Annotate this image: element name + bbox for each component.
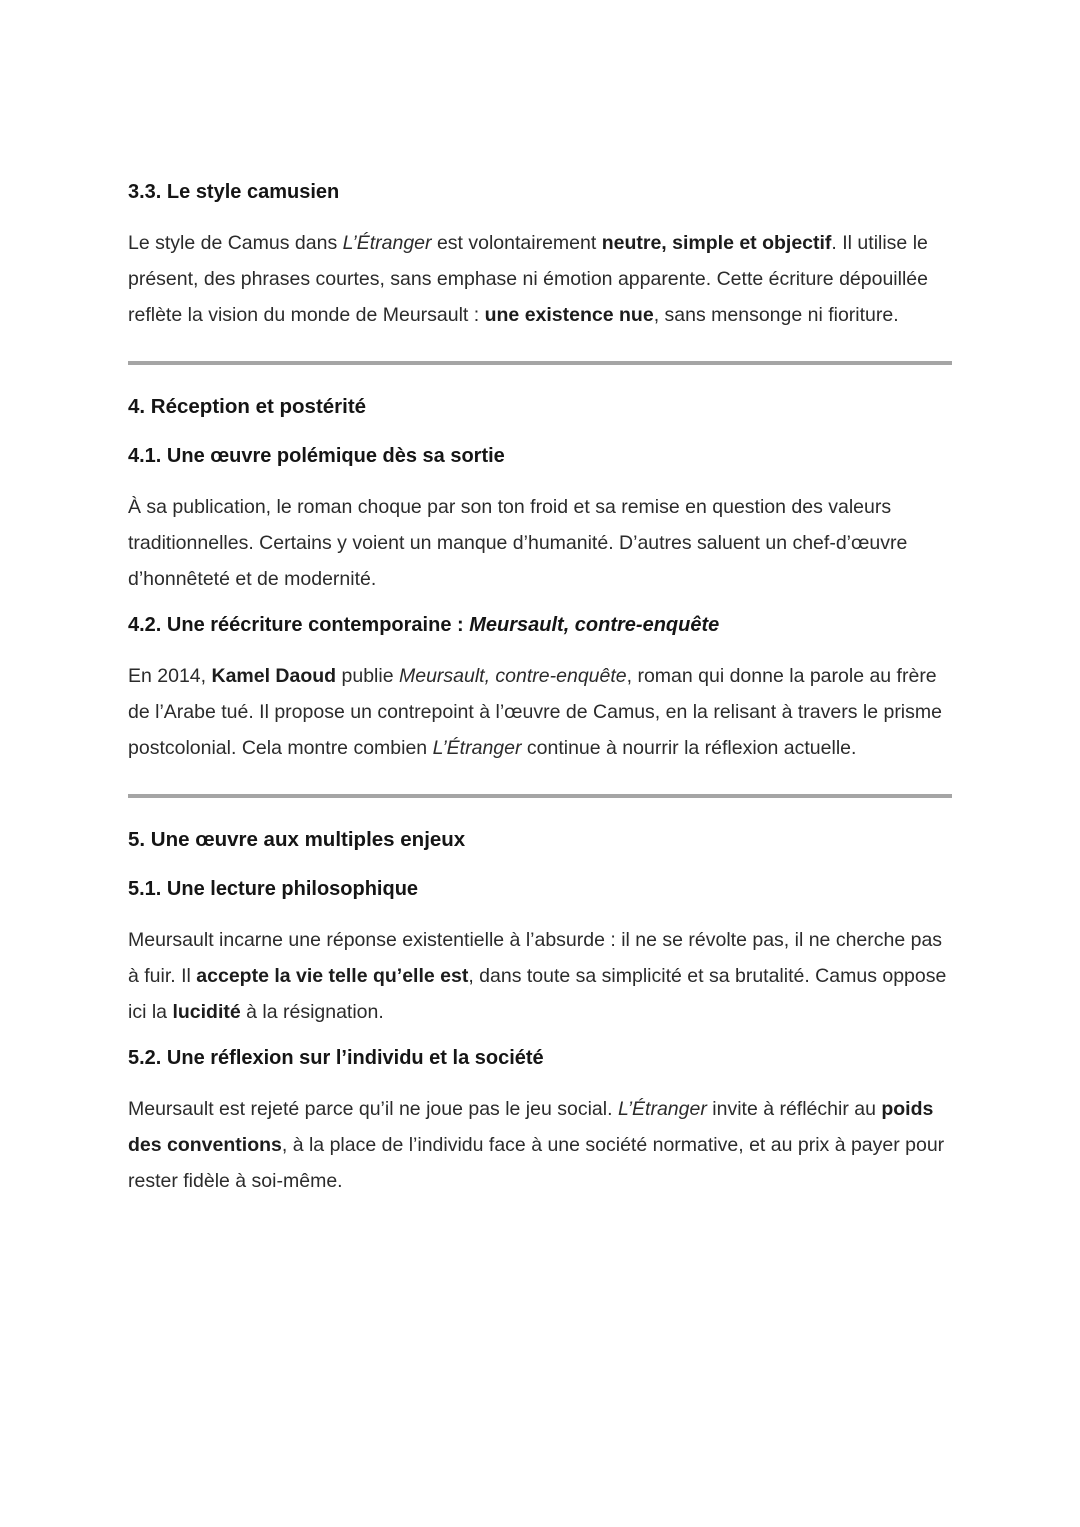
paragraph-publication: À sa publication, le roman choque par son ton froid et sa remise en question des valeurs traditionnelles. Certains y voient un manque d’humanité. D’autres saluent un chef-d’œuvre d’honnêteté et de modernité.: [128, 496, 908, 590]
section-divider: [128, 794, 952, 798]
heading-4-reception-posterite: 4. Réception et postérité: [128, 395, 367, 418]
heading-4-1-oeuvre-polemique: 4.1. Une œuvre polémique dès sa sortie: [128, 445, 505, 467]
heading-5-1-lecture-philosophique: 5.1. Une lecture philosophique: [128, 878, 419, 900]
section-divider: [128, 361, 952, 365]
heading-4-2-reecriture-contemporaine: 4.2. Une réécriture contemporaine : Meursault, contre-enquête: [128, 614, 720, 636]
heading-5-2-individu-societe: 5.2. Une réflexion sur l’individu et la société: [128, 1047, 544, 1069]
heading-5-multiples-enjeux: 5. Une œuvre aux multiples enjeux: [128, 828, 466, 851]
paragraph-reponse-existentielle: Meursault incarne une réponse existentielle à l’absurde : il ne se révolte pas, il ne cherche pas à fuir. Il accepte la vie telle qu’elle est, dans toute sa simplicité et sa brutalité. Camus oppose ici la lucidité à la résignation.: [128, 929, 947, 1023]
paragraph-style-camusien: Le style de Camus dans L’Étranger est volontairement neutre, simple et objectif. Il utilise le présent, des phrases courtes, sans emphase ni émotion apparente. Cette écriture dépouillée reflète la vision du monde de Meursault : une existence nue, sans mensonge ni fioriture.: [128, 232, 928, 326]
heading-3-3-style-camusien: 3.3. Le style camusien: [128, 181, 340, 203]
paragraph-kamel-daoud: En 2014, Kamel Daoud publie Meursault, contre-enquête, roman qui donne la parole au frère de l’Arabe tué. Il propose un contrepoint à l’œuvre de Camus, en la relisant à travers le prisme postcolonial. Cela montre combien L’Étranger continue à nourrir la réflexion actuelle.: [128, 665, 942, 759]
paragraph-jeu-social: Meursault est rejeté parce qu’il ne joue pas le jeu social. L’Étranger invite à réfléchir au poids des conventions, à la place de l’individu face à une société normative, et au prix à payer pour rester fidèle à soi-même.: [128, 1098, 945, 1192]
